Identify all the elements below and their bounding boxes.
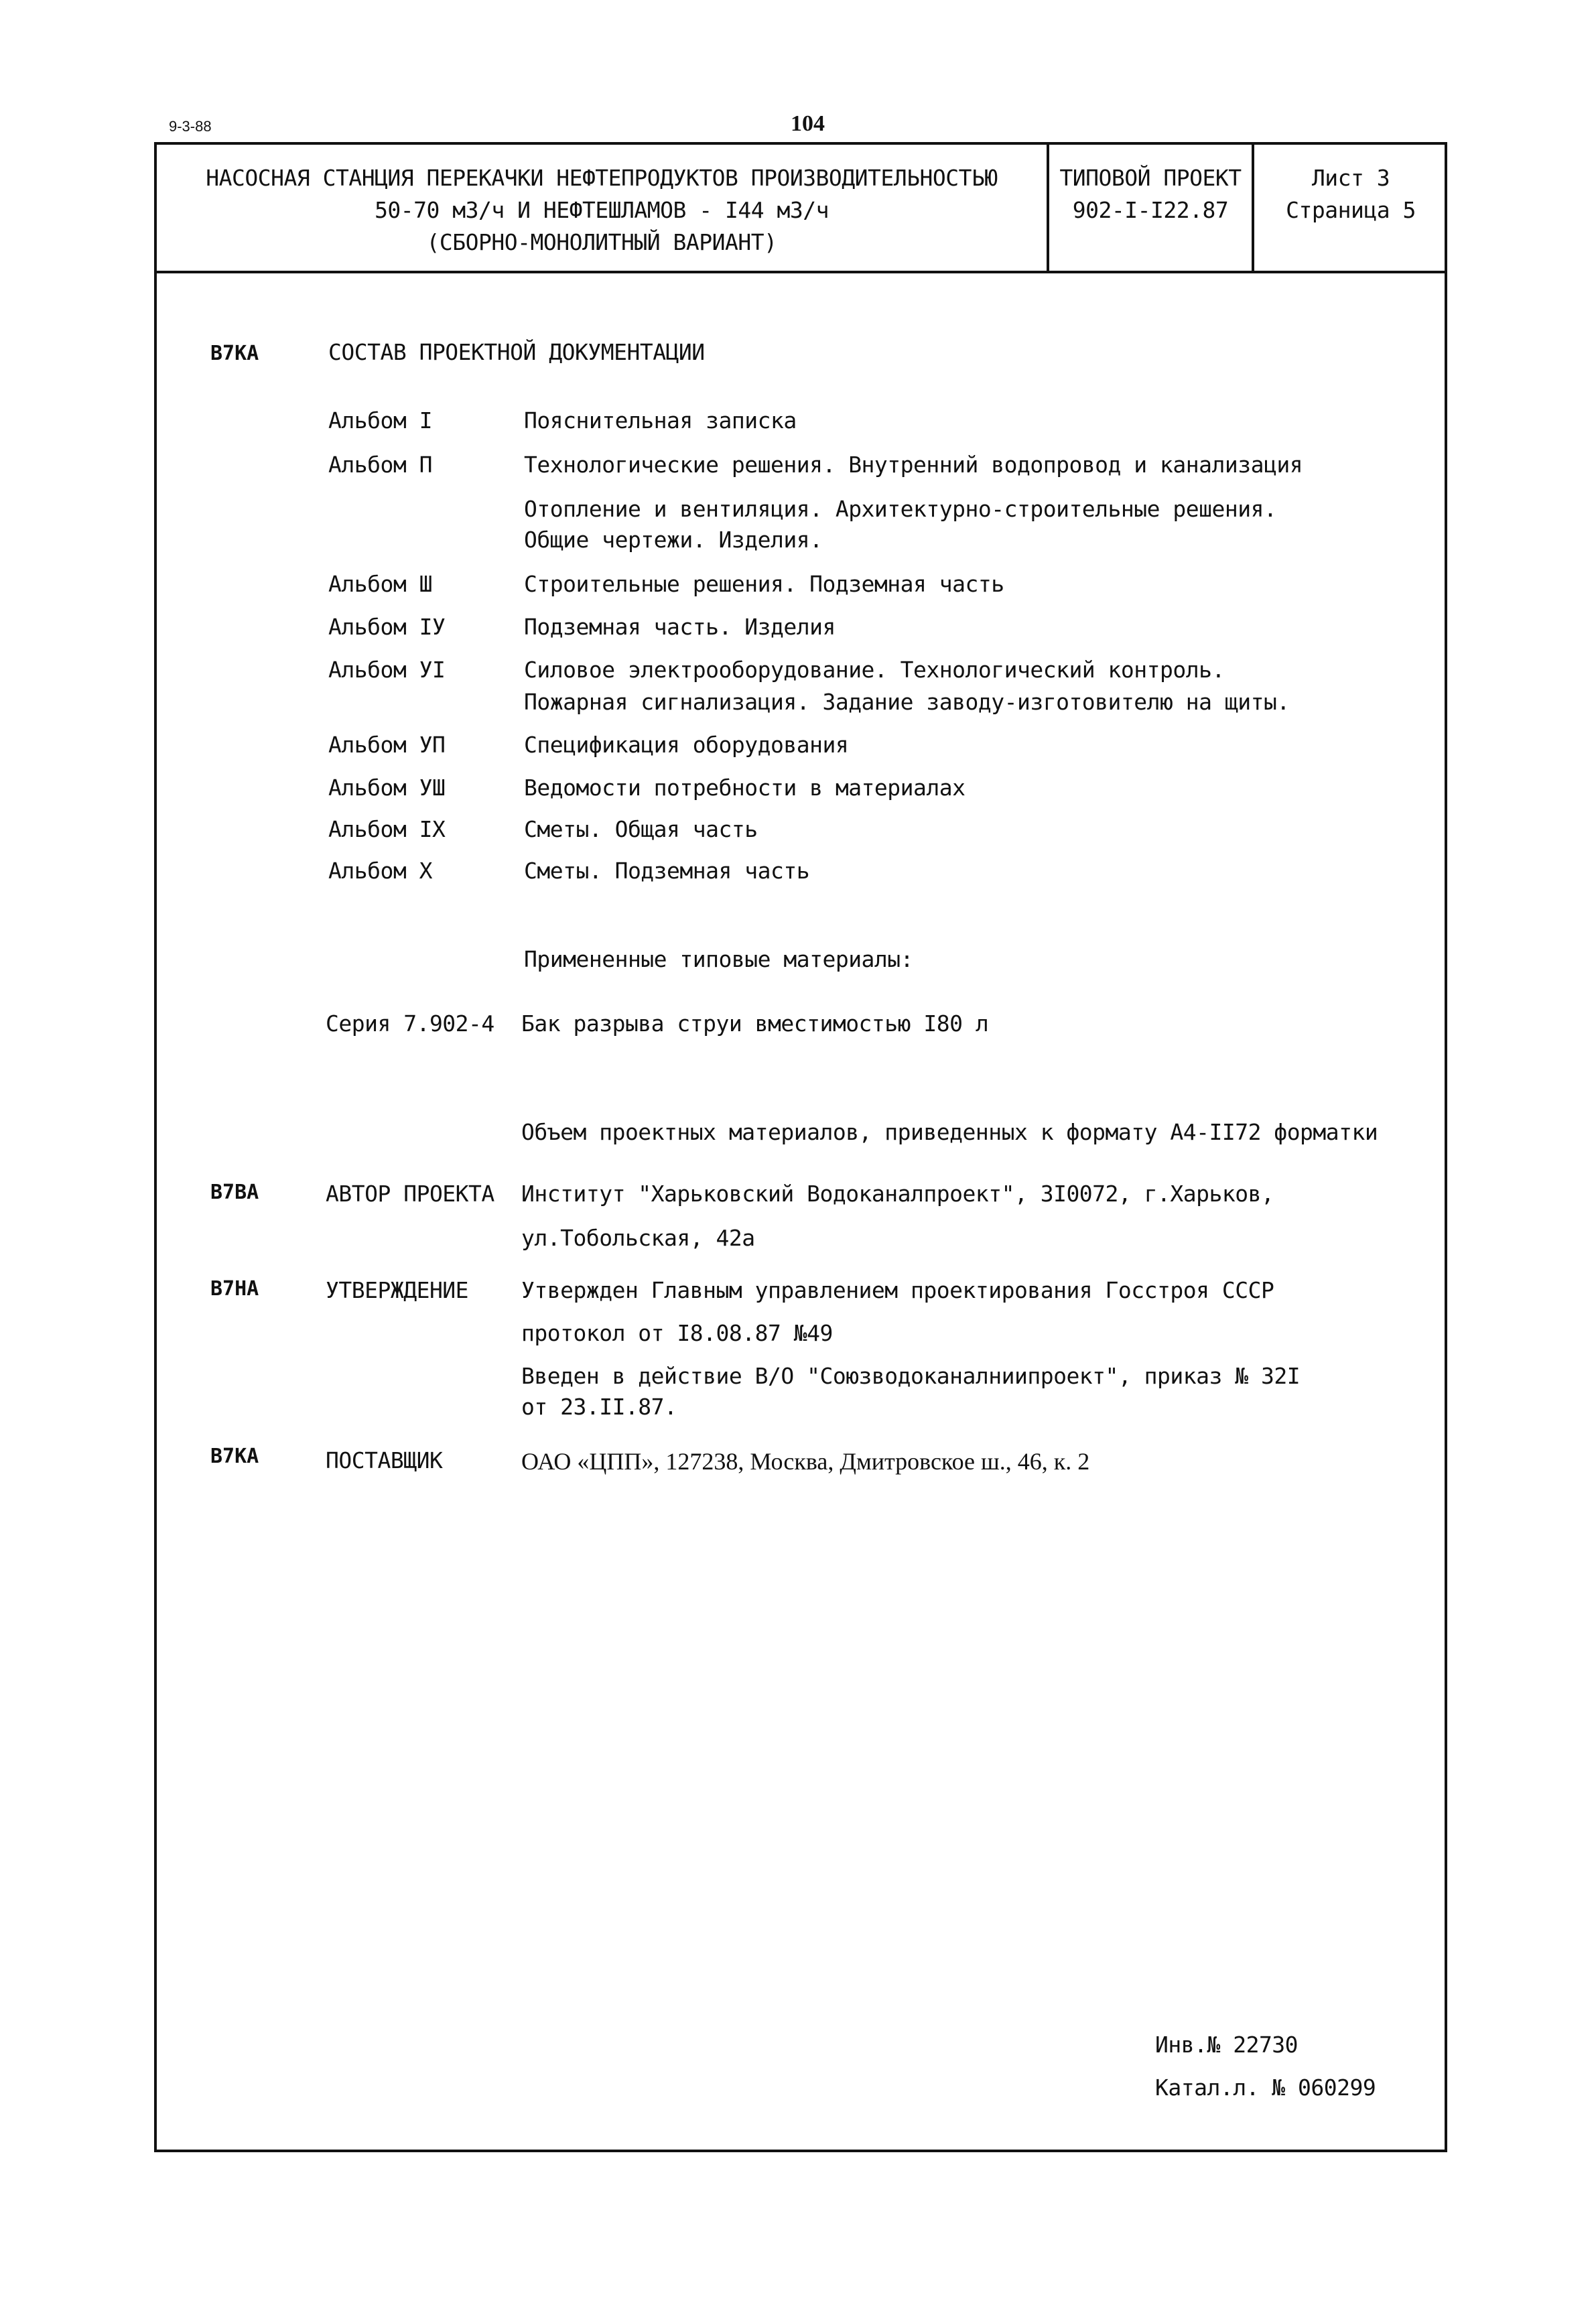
album-label: Альбом IУ xyxy=(328,614,446,640)
album-label: Альбом Х xyxy=(328,858,432,884)
supplier-code: В7КА xyxy=(210,1445,259,1468)
author-text: ул.Тобольская, 42а xyxy=(521,1225,755,1251)
catalog-number: Катал.л. № 060299 xyxy=(1155,2074,1376,2101)
album-text: Отопление и вентиляция. Архитектурно-строительные решения. xyxy=(524,496,1277,522)
album-text: Спецификация оборудования xyxy=(524,732,849,758)
album-label: Альбом IХ xyxy=(328,816,446,842)
section-code: В7КА xyxy=(210,342,259,365)
project-type: ТИПОВОЙ ПРОЕКТ xyxy=(1059,165,1242,191)
album-text: Сметы. Общая часть xyxy=(524,816,758,842)
album-label: Альбом УI xyxy=(328,657,446,683)
title-line: (СБОРНО-МОНОЛИТНЫЙ ВАРИАНТ) xyxy=(426,229,777,255)
approval-text: Введен в действие В/О "Союзводоканалниипроект", приказ № 32I xyxy=(521,1363,1301,1389)
album-text: Ведомости потребности в материалах xyxy=(524,775,966,801)
title-block xyxy=(157,145,1445,273)
applied-materials-heading: Примененные типовые материалы: xyxy=(524,946,914,972)
album-label: Альбом Ш xyxy=(328,571,432,597)
page-number: 104 xyxy=(791,111,825,136)
album-text: Сметы. Подземная часть xyxy=(524,858,810,884)
album-text: Общие чертежи. Изделия. xyxy=(524,527,823,553)
album-label: Альбом УП xyxy=(328,732,446,758)
series-label: Серия 7.902-4 xyxy=(326,1010,494,1037)
album-text: Пояснительная записка xyxy=(524,407,797,434)
section-heading: СОСТАВ ПРОЕКТНОЙ ДОКУМЕНТАЦИИ xyxy=(328,339,705,365)
page-label: Страница 5 xyxy=(1286,197,1416,223)
title-line: НАСОСНАЯ СТАНЦИЯ ПЕРЕКАЧКИ НЕФТЕПРОДУКТОВ ПРОИЗВОДИТЕЛЬНОСТЬЮ xyxy=(206,165,998,191)
album-text: Пожарная сигнализация. Задание заводу-изготовителю на щиты. xyxy=(524,689,1290,715)
album-text: Строительные решения. Подземная часть xyxy=(524,571,1004,597)
supplier-text: ОАО «ЦПП», 127238, Москва, Дмитровское ш., 46, к. 2 xyxy=(521,1448,1090,1475)
album-text: Силовое электрооборудование. Технологический контроль. xyxy=(524,657,1225,683)
sheet-number: Лист 3 xyxy=(1311,165,1390,191)
project-number: 902-I-I22.87 xyxy=(1072,197,1229,223)
approval-text: протокол от I8.08.87 №49 xyxy=(521,1320,833,1346)
album-label: Альбом I xyxy=(328,407,432,434)
series-text: Бак разрыва струи вместимостью I80 л xyxy=(521,1010,989,1037)
title-line: 50-70 м3/ч И НЕФТЕШЛАМОВ - I44 м3/ч xyxy=(375,197,829,223)
inventory-number: Инв.№ 22730 xyxy=(1155,2032,1299,2058)
album-label: Альбом УШ xyxy=(328,775,446,801)
supplier-label: ПОСТАВЩИК xyxy=(326,1447,443,1473)
approval-label: УТВЕРЖДЕНИЕ xyxy=(326,1277,469,1303)
author-code: В7ВА xyxy=(210,1181,259,1204)
document-code: 9-3-88 xyxy=(169,118,212,135)
album-label: Альбом П xyxy=(328,452,432,478)
document-frame xyxy=(154,142,1447,2152)
approval-text: Утвержден Главным управлением проектирования Госстроя СССР xyxy=(521,1277,1274,1303)
volume-text: Объем проектных материалов, приведенных к формату А4-II72 форматки xyxy=(521,1119,1378,1145)
album-text: Технологические решения. Внутренний водопровод и канализация xyxy=(524,452,1303,478)
album-text: Подземная часть. Изделия xyxy=(524,614,836,640)
author-label: АВТОР ПРОЕКТА xyxy=(326,1181,494,1207)
author-text: Институт "Харьковский Водоканалпроект", 3I0072, г.Харьков, xyxy=(521,1181,1274,1207)
approval-text: от 23.II.87. xyxy=(521,1394,677,1420)
title-cell xyxy=(157,145,1049,271)
approval-code: В7НА xyxy=(210,1277,259,1301)
sheet-cell xyxy=(1254,145,1447,271)
project-cell xyxy=(1049,145,1254,271)
